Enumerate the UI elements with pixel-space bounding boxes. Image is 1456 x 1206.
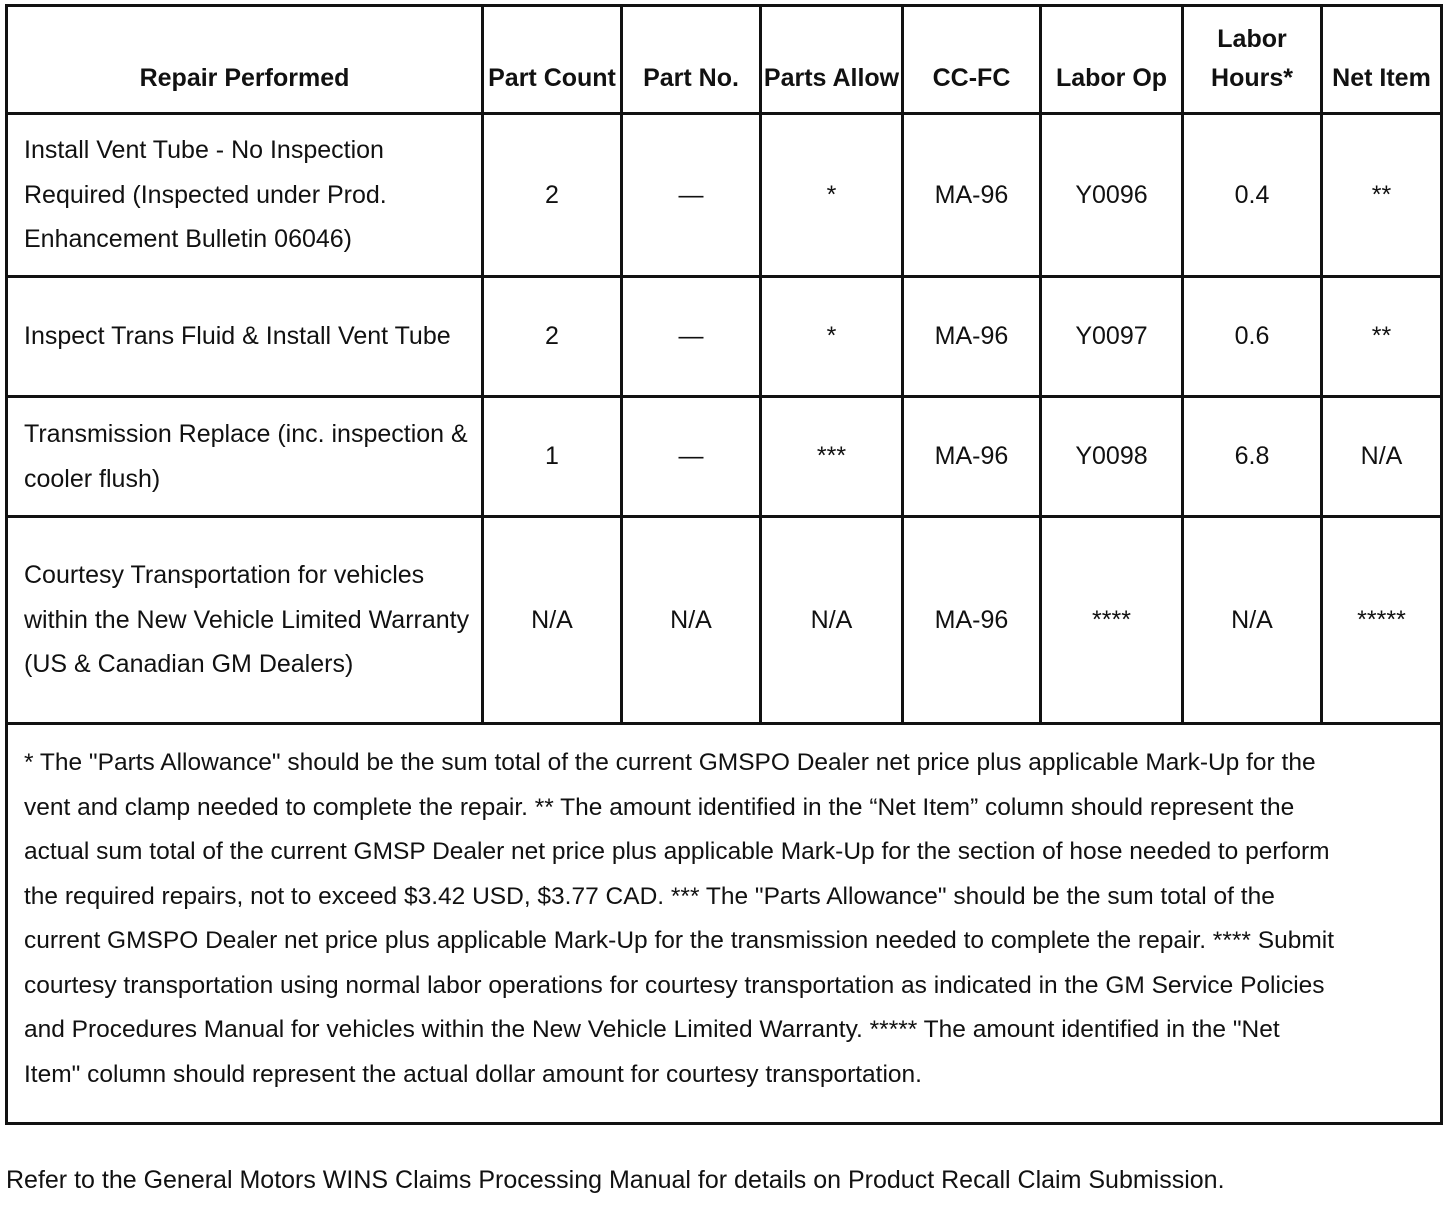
table-header-row	[7, 6, 1442, 114]
header-labor-op: Labor Op	[1041, 6, 1183, 114]
cc-fc-cell: MA-96	[903, 397, 1041, 517]
cc-fc-cell: MA-96	[903, 114, 1041, 277]
net-item-cell: N/A	[1322, 397, 1442, 517]
footer-note: Refer to the General Motors WINS Claims Processing Manual for details on Product Recall Claim Submission.	[6, 1166, 1225, 1194]
cc-fc-cell: MA-96	[903, 277, 1041, 397]
table-row	[7, 114, 1442, 277]
labor-op-cell: Y0097	[1041, 277, 1183, 397]
cc-fc-cell: MA-96	[903, 517, 1041, 724]
part-no-cell: N/A	[622, 517, 761, 724]
parts-allow-cell: ***	[761, 397, 903, 517]
labor-hours-cell: 0.4	[1183, 114, 1322, 277]
table-row	[7, 397, 1442, 517]
part-no-cell: —	[622, 114, 761, 277]
header-cc-fc: CC-FC	[903, 6, 1041, 114]
table-row	[7, 277, 1442, 397]
header-net-item: Net Item	[1322, 6, 1442, 114]
net-item-cell: **	[1322, 277, 1442, 397]
net-item-cell: **	[1322, 114, 1442, 277]
parts-allow-cell: *	[761, 114, 903, 277]
repair-cell: Inspect Trans Fluid & Install Vent Tube	[7, 277, 483, 397]
labor-op-cell: Y0098	[1041, 397, 1183, 517]
part-no-cell: —	[622, 277, 761, 397]
labor-operation-table	[5, 4, 1443, 1125]
part-count-cell: N/A	[483, 517, 622, 724]
header-part-count: Part Count	[483, 6, 622, 114]
header-part-no: Part No.	[622, 6, 761, 114]
repair-cell: Courtesy Transportation for vehicles within the New Vehicle Limited Warranty (US & Canadian GM Dealers)	[7, 517, 483, 724]
repair-cell: Transmission Replace (inc. inspection & cooler flush)	[7, 397, 483, 517]
labor-hours-cell: N/A	[1183, 517, 1322, 724]
parts-allow-cell: N/A	[761, 517, 903, 724]
part-count-cell: 2	[483, 114, 622, 277]
labor-hours-cell: 0.6	[1183, 277, 1322, 397]
parts-allow-cell: *	[761, 277, 903, 397]
part-no-cell: —	[622, 397, 761, 517]
table-notes: * The "Parts Allowance" should be the sum total of the current GMSPO Dealer net price plus applicable Mark-Up for the vent and clamp needed to complete the repair. ** The amount identified in the “Net Item” column should represent the actual sum total of the current GMSP Dealer net price plus applicable Mark-Up for the section of hose needed to perform the required repairs, not to exceed $3.42 USD, $3.77 CAD. *** The "Parts Allowance" should be the sum total of the current GMSPO Dealer net price plus applicable Mark-Up for the transmission needed to complete the repair. **** Submit courtesy transportation using normal labor operations for courtesy transportation as indicated in the GM Service Policies and Procedures Manual for vehicles within the New Vehicle Limited Warranty. ***** The amount identified in the "Net Item" column should represent the actual dollar amount for courtesy transportation.	[7, 724, 1442, 1124]
labor-hours-cell: 6.8	[1183, 397, 1322, 517]
part-count-cell: 2	[483, 277, 622, 397]
header-repair-performed: Repair Performed	[7, 6, 483, 114]
notes-row	[7, 724, 1442, 1124]
part-count-cell: 1	[483, 397, 622, 517]
header-labor-hours: Labor Hours*	[1183, 6, 1322, 114]
header-parts-allow: Parts Allow	[761, 6, 903, 114]
labor-op-cell: ****	[1041, 517, 1183, 724]
labor-op-cell: Y0096	[1041, 114, 1183, 277]
table-row	[7, 517, 1442, 724]
repair-cell: Install Vent Tube - No Inspection Required (Inspected under Prod. Enhancement Bulletin 06046)	[7, 114, 483, 277]
net-item-cell: *****	[1322, 517, 1442, 724]
labor-table-container	[5, 4, 1440, 1125]
